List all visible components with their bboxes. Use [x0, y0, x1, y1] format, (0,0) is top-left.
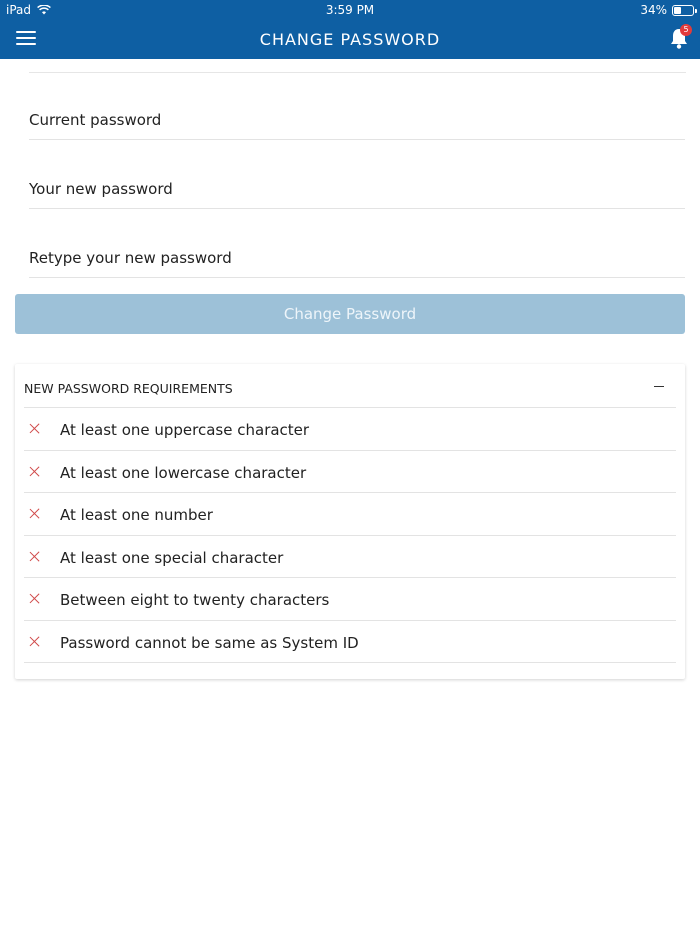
x-icon [29, 508, 40, 519]
requirement-label: At least one special character [60, 548, 284, 567]
status-bar [0, 0, 700, 20]
x-icon [29, 636, 40, 647]
device-label: iPad [6, 3, 32, 17]
battery-icon [672, 5, 694, 16]
password-requirements-card [15, 364, 685, 679]
requirement-item [24, 408, 676, 451]
x-icon [29, 593, 40, 604]
new-password-input[interactable] [29, 169, 685, 208]
x-icon [29, 551, 40, 562]
requirement-label: Password cannot be same as System ID [60, 633, 359, 652]
requirement-item [24, 451, 676, 494]
requirements-list [24, 408, 676, 663]
change-password-button[interactable]: Change Password [15, 294, 685, 334]
requirement-label: At least one number [60, 506, 213, 524]
requirement-label: At least one lowercase character [60, 463, 307, 482]
page-title: CHANGE PASSWORD [259, 30, 441, 49]
new-password-field [29, 169, 685, 209]
x-icon [29, 423, 40, 434]
minus-icon[interactable] [652, 379, 666, 393]
requirement-item [24, 536, 676, 579]
retype-password-input[interactable] [29, 238, 685, 277]
current-password-field [29, 100, 685, 140]
requirement-item [24, 578, 676, 621]
requirement-label: Between eight to twenty characters [60, 591, 330, 609]
requirement-item [24, 493, 676, 536]
current-password-input[interactable] [29, 100, 685, 139]
status-time: 3:59 PM [325, 3, 375, 17]
nav-bar [0, 20, 700, 59]
notifications-button[interactable] [668, 26, 692, 52]
requirements-title: NEW PASSWORD REQUIREMENTS [24, 381, 233, 396]
notification-badge: 5 [680, 24, 692, 36]
x-icon [29, 466, 40, 477]
requirement-item [24, 621, 676, 664]
requirements-header [24, 364, 676, 408]
top-divider [29, 72, 686, 73]
requirement-label: At least one uppercase character [60, 421, 310, 439]
status-bar-right [640, 3, 694, 17]
battery-percent: 34% [640, 3, 667, 17]
retype-password-field [29, 238, 685, 278]
